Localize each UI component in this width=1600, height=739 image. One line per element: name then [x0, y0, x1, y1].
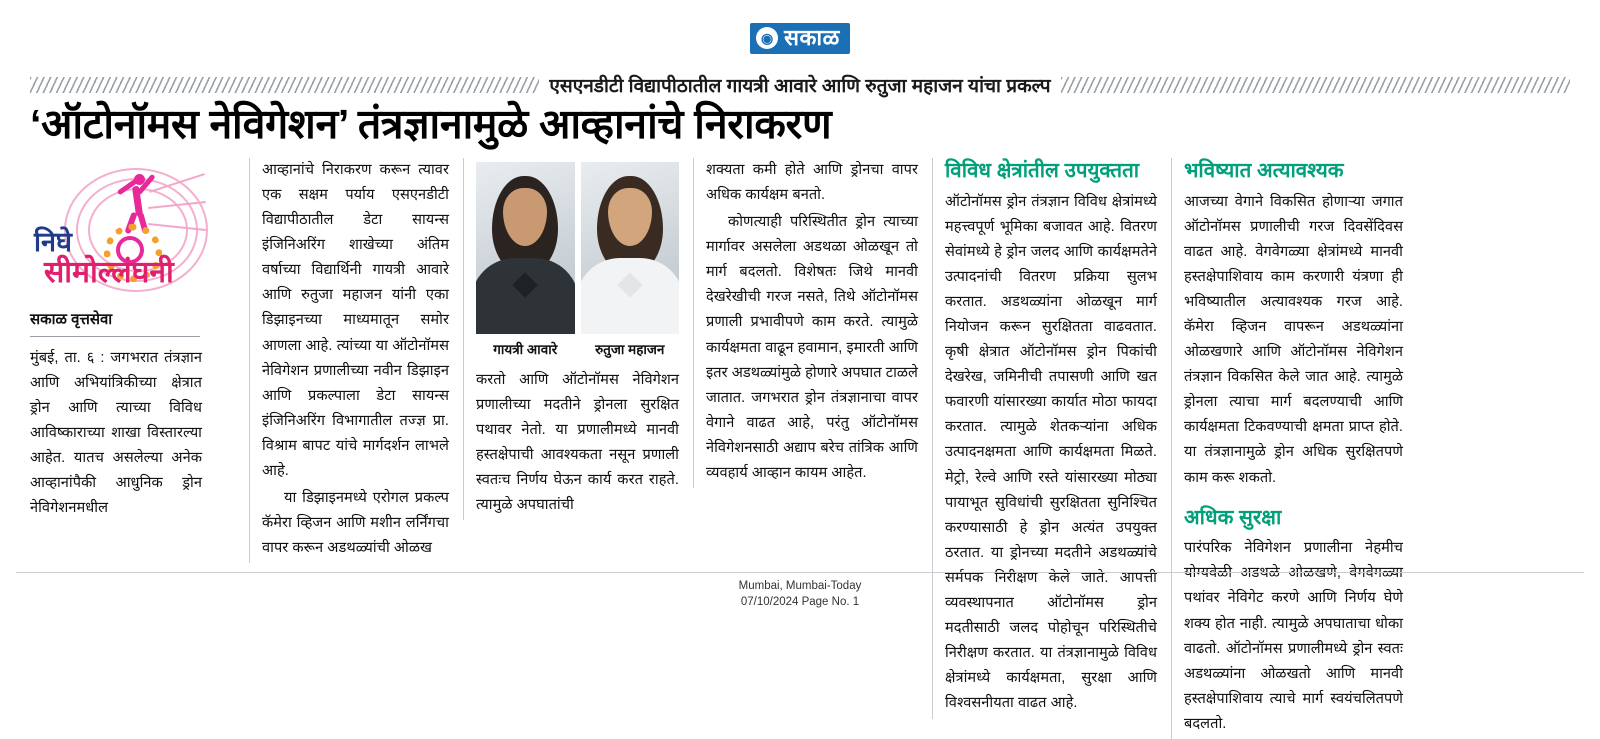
masthead — [14, 0, 1586, 60]
headline-wrap — [14, 102, 1586, 148]
paragraph: ऑटोनॉमस ड्रोन तंत्रज्ञान विविध क्षेत्रांमध्ये महत्त्वपूर्ण भूमिका बजावत आहे. वितरण सेवांमध्ये हे ड्रोन जलद आणि कार्यक्षमतेने उत्पादनांची वितरण प्रक्रिया सुलभ करतात. अडथळ्यांना ओळखून मार्ग नियोजन करून सुरक्षितता वाढवतात. कृषी क्षेत्रात ऑटोनॉमस ड्रोन पिकांची देखरेख, जमिनीची तपासणी आणि खत फवारणी यांसारख्या कार्यात मोठा फायदा करतात. त्यामुळे शेतकऱ्यांना अधिक उत्पादनक्षमता आणि कार्यक्षमता मिळते. मेट्रो, रेल्वे आणि रस्ते यांसारख्या मोठ्या पायाभूत सुविधांची सुरक्षितता सुनिश्चित करण्यासाठी हे ड्रोन अत्यंत उपयुक्त ठरतात. या ड्रोनच्या मदतीने अडथळ्यांचे सर्मपक निरीक्षण केले जाते. आपत्ती व्यवस्थापनात ऑटोनॉमस ड्रोन मदतीसाठी जलद पोहोचून परिस्थितीचे निरीक्षण करतात. या तंत्रज्ञानामुळे विविध क्षेत्रांमध्ये कार्यक्षमता, सुरक्षा आणि विश्वसनीयता वाढत आहे. — [945, 193, 1157, 712]
brand-word-2: सीमोल्लंघनी — [44, 255, 174, 289]
kicker-text: एसएनडीटी विद्यापीठातील गायत्री आवारे आणि रुतुजा महाजन यांचा प्रकल्प — [549, 76, 1051, 97]
paragraph: आव्हानांचे निराकरण करून त्यावर एक सक्षम पर्याय एसएनडीटी विद्यापीठातील डेटा सायन्स इंजिनिअरिंग शाखेच्या अंतिम वर्षाच्या विद्यार्थिनी गायत्री आवारे आणि रुतुजा महाजन यांनी एका डिझाइनच्या माध्यमातून समोर आणला आहे. त्यांच्या या ऑटोनॉमस नेविगेशन प्रणालीच्या नवीन डिझाइन आणि प्रकल्पाला डेटा सायन्स इंजिनिअरिंग विभागातील तज्ज्ञ प्रा. विश्राम बापट यांचे मार्गदर्शन लाभले आहे. — [262, 161, 449, 480]
sakal-logo — [750, 23, 850, 54]
woman-figure-icon — [116, 172, 158, 230]
photo-pair — [476, 162, 679, 334]
column-d — [932, 158, 1157, 719]
page-footer — [16, 572, 1584, 611]
column-a-text — [262, 158, 449, 562]
hatch-rule-left — [30, 77, 539, 93]
column-e-text-1 — [1184, 190, 1403, 491]
photo-rutuja — [581, 162, 680, 334]
kicker-row — [14, 72, 1586, 98]
photo-captions — [476, 340, 679, 358]
column-c — [693, 158, 918, 488]
sakal-logo-text: सकाळ — [784, 24, 840, 50]
photo-gayatri — [476, 162, 575, 334]
paragraph: या डिझाइनमध्ये एरोगल प्रकल्प कॅमेरा व्हिजन आणि मशीन लर्निंगचा वापर करून अडथळ्यांची ओळख — [262, 490, 449, 557]
byline: सकाळ वृत्तसेवा — [30, 309, 200, 337]
simollanghini-logo — [30, 164, 225, 299]
column-photos — [463, 158, 679, 521]
paragraph: करतो आणि ऑटोनॉमस नेविगेशन प्रणालीच्या मदतीने ड्रोनला सुरक्षित पथावर नेतो. या प्रणालीमध्ये मानवी हस्तक्षेपाची आवश्यकता नसून प्रणाली स्वतःच निर्णय घेऊन कार्य करत राहते. त्यामुळे अपघातांची — [476, 371, 679, 514]
paragraph: आजच्या वेगाने विकसित होणाऱ्या जगात ऑटोनॉमस प्रणालीची गरज दिवसेंदिवस वाढत आहे. वेगवेगळ्या क्षेत्रांमध्ये मानवी हस्तक्षेपाशिवाय काम करणारी यंत्रणा ही भविष्यातील अत्यावश्यक गरज आहे. कॅमेरा व्हिजन वापरून अडथळ्यांना ओळखणारे आणि ऑटोनॉमस नेविगेशन तंत्रज्ञान विकसित केले जात आहे. त्यामुळे ड्रोनला त्याचा मार्ग बदलण्याची आणि कार्यक्षमता टिकवण्याची क्षमता प्राप्त होते. या तंत्रज्ञानामुळे ड्रोन अधिक सुरक्षितपणे काम करू शकतो. — [1184, 193, 1403, 486]
column-a — [249, 158, 449, 564]
hatch-rule-right — [1061, 77, 1570, 93]
lede-paragraph — [30, 346, 202, 522]
article-body — [14, 158, 1586, 739]
column-e — [1171, 158, 1403, 739]
footer-location: Mumbai, Mumbai-Today — [738, 579, 862, 592]
column-c-text — [706, 158, 918, 486]
paragraph: कोणत्याही परिस्थितीत ड्रोन त्याच्या मार्गावर असलेला अडथळा ओळखून तो मार्ग बदलतो. विशेषतः जिथे मानवी देखरेखीची गरज नसते, तिथे ऑटोनॉमस प्रणाली प्रभावीपणे काम करते. त्यामुळे कार्यक्षमता वाढून हवामान, इमारती आणि इतर अडथळ्यांमुळे होणारे अपघात टाळले जातात. जगभरात ड्रोन तंत्रज्ञानाचा वापर वेगाने वाढत आहे, परंतु ऑटोनॉमस नेविगेशनसाठी अद्याप बरेच तांत्रिक आणि व्यवहार्य आव्हान कायम आहेत. — [706, 214, 918, 482]
droplet-icon: ◉ — [756, 27, 778, 49]
column-brand — [30, 158, 235, 524]
photo-caption: रुतुजा महाजन — [595, 341, 665, 357]
column-photos-text — [476, 368, 679, 519]
brand-word-1: निघे — [34, 226, 72, 257]
column-d-text — [945, 190, 1157, 717]
footer-date-page: 07/10/2024 Page No. 1 — [740, 596, 860, 609]
lede-text: मुंबई, ता. ६ : जगभरात तंत्रज्ञान आणि अभियांत्रिकीच्या क्षेत्रात ड्रोन आणि त्याच्या विविध आविष्काराच्या शाखा विस्तारल्या आहेत. यातच असलेल्या अनेक आव्हानांपैकी आधुनिक ड्रोन नेविगेशनमधील — [30, 349, 202, 517]
page-title: ‘ऑटोनॉमस नेविगेशन’ तंत्रज्ञानामुळे आव्हानांचे निराकरण — [30, 101, 832, 147]
section-heading-future: भविष्यात अत्यावश्यक — [1184, 158, 1344, 182]
section-heading-safety: अधिक सुरक्षा — [1184, 505, 1282, 529]
section-heading-utility: विविध क्षेत्रांतील उपयुक्तता — [945, 158, 1140, 182]
paragraph: शक्यता कमी होते आणि ड्रोनचा वापर अधिक कार्यक्षम बनतो. — [706, 161, 918, 203]
column-e-text-2 — [1184, 536, 1403, 737]
paragraph: पारंपरिक नेविगेशन प्रणालीना नेहमीच योग्यवेळी अडथळे ओळखणे, वेगवेगळ्या पथांवर नेविगेट करणे आणि निर्णय घेणे शक्य होत नाही. त्यामुळे अपघाताचा धोका वाढतो. ऑटोनॉमस प्रणालीमध्ये ड्रोन स्वतः अडथळ्यांना ओळखतो आणि मानवी हस्तक्षेपाशिवाय त्याचे मार्ग स्वयंचलितपणे बदलतो. — [1184, 540, 1403, 732]
photo-caption: गायत्री आवारे — [493, 341, 558, 357]
